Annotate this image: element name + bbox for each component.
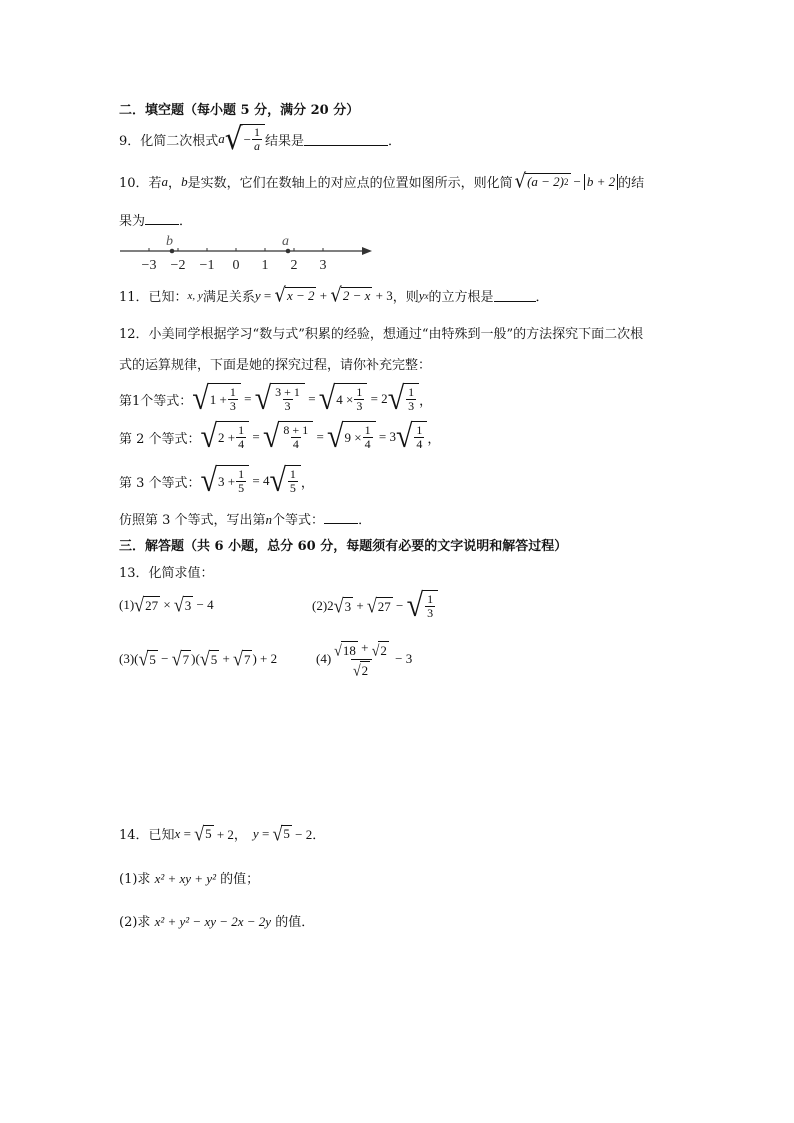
q11-radical-2: √ 2 − x [330, 283, 371, 307]
q14-part2 [119, 911, 314, 930]
q13-p3-label: (3) [119, 651, 135, 666]
q9-answer-blank [304, 133, 388, 146]
q10-var-b: b [181, 173, 188, 189]
q12-answer-blank [324, 511, 358, 524]
question-9 [119, 120, 401, 157]
q11-answer-blank [494, 289, 536, 302]
eq3-label: 第 3 个等式： [119, 475, 201, 491]
q12-line1: 12．小美同学根据学习“数与式”积累的经验，想通过“由特殊到一般”的方法探究下面二次根 [119, 327, 644, 342]
arrow-icon [362, 247, 372, 255]
q13-part4: (4) √ 18 + √ 2 √ 2 − 3 [316, 640, 413, 680]
question-11 [119, 283, 549, 307]
eq2-label: 第 2 个等式： [119, 431, 201, 447]
label-b: b [166, 234, 173, 249]
q11-eq: = [260, 287, 275, 303]
q14-p1-expr: x² + xy + y² [154, 871, 216, 886]
tick-label: 3 [319, 258, 327, 273]
number-line [118, 232, 378, 274]
q9-end: ． [387, 133, 401, 149]
q11-tail: + 3 [372, 287, 393, 303]
q12-end: ． [358, 513, 372, 528]
number-line-ticks [142, 248, 327, 273]
eq1-label: 第1个等式： [119, 393, 193, 409]
q11-end: ． [535, 290, 549, 305]
tick-label: 2 [290, 258, 298, 273]
q11-text-b: 满足关系 [202, 290, 255, 305]
q14-p2-label: (2)求 [119, 915, 151, 930]
q9-radical: √ − $\frac{1}{a}$ [225, 124, 265, 154]
q11-vars: x, y [187, 289, 203, 302]
q14-radical-y: √ 5 [272, 822, 290, 845]
q12-last-text-b: 个等式： [272, 513, 325, 528]
q10-line2-text: 果为 [119, 214, 146, 229]
q10-answer-blank [145, 212, 179, 225]
q11-text-a: 11．已知： [119, 290, 188, 305]
q10-end: ． [179, 214, 193, 229]
section3-title: 三．解答题（共 6 小题，总分 60 分，每题须有必要的文字说明和解答过程） [119, 539, 568, 554]
q14-part1 [119, 868, 259, 887]
point-b [170, 249, 175, 254]
q9-text: 9．化简二次根式 [119, 133, 219, 149]
q14-x: x [174, 825, 181, 841]
q11-power-sup: x [424, 290, 429, 301]
q11-radical-1: √ x − 2 [274, 283, 315, 307]
q12-last [119, 509, 371, 528]
q14-y: y [252, 825, 259, 841]
q14-p2-end: 的值． [275, 915, 315, 930]
q14-eqy: = [258, 825, 273, 841]
q10-text-c: 的结 [618, 176, 645, 191]
tick-label: −2 [170, 258, 186, 273]
q14-p1-end: 的值； [220, 872, 260, 887]
q13-title: 13．化简求值： [119, 566, 214, 581]
q11-plus: + [316, 287, 331, 303]
q14-eqx: = [180, 825, 195, 841]
q14-py: − 2． [291, 827, 326, 842]
q10-line2 [119, 210, 192, 229]
tick-label: 1 [261, 258, 269, 273]
q9-coef: a [218, 131, 225, 146]
label-a: a [282, 234, 289, 249]
q10-text-b: 是实数，它们在数轴上的对应点的位置如图所示，则化简 [187, 176, 513, 191]
section2-title: 二．填空题（每小题 5 分，满分 20 分） [119, 103, 360, 118]
q10-comma: ， [168, 176, 182, 191]
q13-p1-label: (1) [119, 597, 135, 612]
q11-text-c: ，则 [392, 290, 419, 305]
q14-radical-x: √ 5 [194, 822, 212, 845]
q12-line2: 式的运算规律，下面是她的探究过程，请你补充完整： [119, 358, 432, 373]
q11-y: y [254, 287, 261, 303]
q14-px: + 2， [213, 827, 247, 842]
q14-p2-expr: x² + y² − xy − 2x − 2y [154, 914, 272, 929]
q10-minus: − [573, 173, 581, 189]
q12-n: n [265, 512, 273, 527]
q11-text-d: 的立方根是 [428, 290, 494, 305]
q13-part2: (2) 2 √ 3 + √ 27 − √ $\frac{1}{3}$ [312, 588, 438, 624]
q13-p4-label: (4) [316, 651, 332, 666]
q10-text-a: 10．若 [119, 176, 162, 191]
q12-last-text: 仿照第 3 个等式，写出第 [119, 513, 266, 528]
q10-var-a: a [161, 173, 169, 189]
q14-text: 14．已知 [119, 828, 175, 843]
q10-abs: b + 2 [584, 174, 618, 190]
tick-label: −1 [199, 258, 215, 273]
q13-part3: (3) ( √ 5 − √ 7 )( √ 5 + √ 7 ) + 2 [119, 648, 278, 670]
q14-p1-label: (1)求 [119, 872, 151, 887]
q12-equation-3: 第 3 个等式： √ 3 + $\frac{1}{5}$ = 4 √ $\frac{1}{5}$ ， [119, 462, 314, 499]
q12-equation-2: 第 2 个等式： √ 2 + $\frac{1}{4}$ = √ $\frac{8 + 1}{4}$ = √ 9 × $\frac{1}{4}$ = 3 √ $\frac{1}{4}$ ， [119, 418, 441, 455]
q13-part1: (1) √ 27 × √ 3 − 4 [119, 594, 214, 616]
q10-radical: √ (a − 2) 2 [514, 169, 569, 193]
question-10 [119, 169, 645, 193]
q9-text-b: 结果是 [264, 133, 304, 149]
question-14 [119, 824, 325, 843]
q11-power: y [418, 287, 425, 303]
q12-equation-1: 第1个等式： √ 1 + $\frac{1}{3}$ = √ $\frac{3 + 1}{3}$ = √ 4 × $\frac{1}{3}$ = 2 √ $\frac{1}{3}$ ， [119, 380, 433, 417]
tick-label: 0 [232, 258, 240, 273]
q13-p2-label: (2) [312, 598, 328, 613]
point-a [286, 249, 291, 254]
tick-label: −3 [141, 258, 157, 273]
